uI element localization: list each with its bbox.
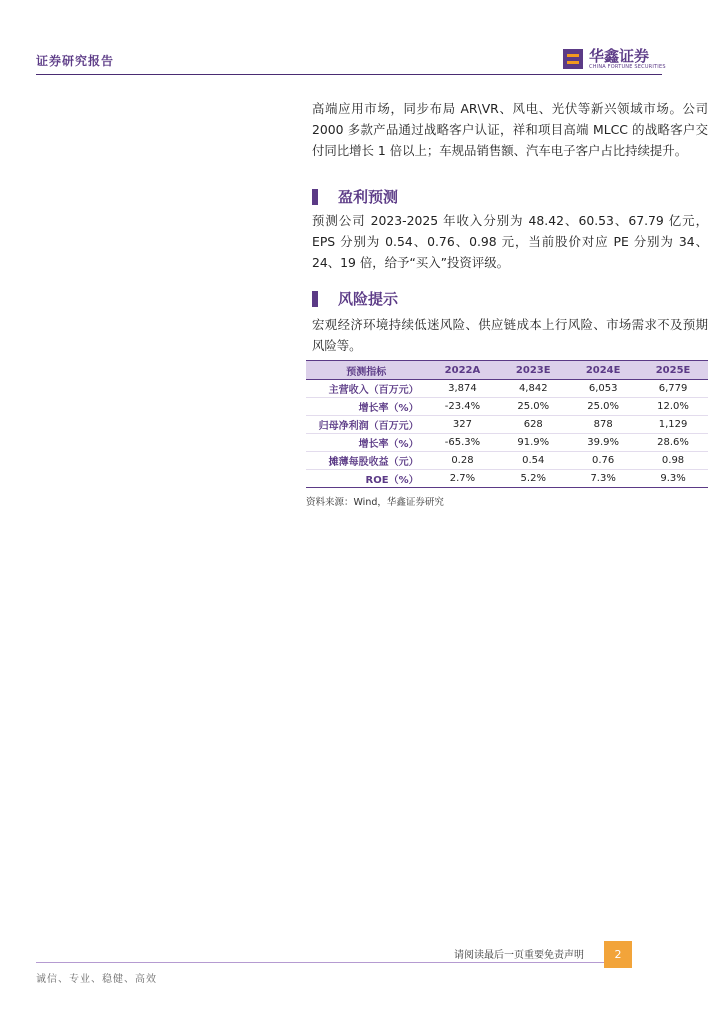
table-header-row bbox=[306, 361, 708, 380]
row-label: 增长率（%） bbox=[306, 434, 427, 452]
table-cell: -65.3% bbox=[427, 434, 499, 452]
table-row bbox=[306, 398, 708, 416]
table-cell: 6,779 bbox=[638, 380, 708, 398]
logo-name: 华鑫证券 bbox=[589, 47, 650, 65]
row-label: 归母净利润（百万元） bbox=[306, 416, 427, 434]
risk-paragraph: 宏观经济环境持续低迷风险、供应链成本上行风险、市场需求不及预期风险等。 bbox=[312, 317, 708, 353]
table-header-cell: 预测指标 bbox=[306, 361, 427, 380]
risk-heading bbox=[312, 288, 398, 309]
table-cell: 0.98 bbox=[638, 452, 708, 470]
table-cell: 25.0% bbox=[498, 398, 568, 416]
row-label: ROE（%） bbox=[306, 470, 427, 488]
table-cell: 0.76 bbox=[568, 452, 638, 470]
table-row bbox=[306, 452, 708, 470]
logo-english-name: CHINA FORTUNE SECURITIES bbox=[589, 64, 666, 70]
profit-forecast-title: 盈利预测 bbox=[338, 188, 399, 206]
table-cell: 327 bbox=[427, 416, 499, 434]
row-label: 主营收入（百万元） bbox=[306, 380, 427, 398]
row-label: 增长率（%） bbox=[306, 398, 427, 416]
table-cell: 1,129 bbox=[638, 416, 708, 434]
profit-forecast-heading bbox=[312, 186, 398, 207]
table-cell: 878 bbox=[568, 416, 638, 434]
table-cell: 0.28 bbox=[427, 452, 499, 470]
table-header-cell: 2023E bbox=[498, 361, 568, 380]
table-cell: 3,874 bbox=[427, 380, 499, 398]
table-header-cell: 2025E bbox=[638, 361, 708, 380]
profit-forecast-paragraph: 预测公司 2023-2025 年收入分别为 48.42、60.53、67.79 亿元，EPS 分别为 0.54、0.76、0.98 元，当前股价对应 PE 分别为 34、24、19 倍，给予“买入”投资评级。 bbox=[312, 213, 708, 270]
table-cell: 4,842 bbox=[498, 380, 568, 398]
table-row bbox=[306, 434, 708, 452]
table-cell: 91.9% bbox=[498, 434, 568, 452]
table-cell: -23.4% bbox=[427, 398, 499, 416]
table-cell: 6,053 bbox=[568, 380, 638, 398]
page-number: 2 bbox=[604, 941, 632, 968]
section-marker-icon bbox=[312, 291, 318, 307]
disclaimer-note: 请阅读最后一页重要免责声明 bbox=[454, 950, 584, 961]
table-cell: 39.9% bbox=[568, 434, 638, 452]
table-cell: 9.3% bbox=[638, 470, 708, 488]
table-cell: 12.0% bbox=[638, 398, 708, 416]
table-cell: 5.2% bbox=[498, 470, 568, 488]
table-cell: 0.54 bbox=[498, 452, 568, 470]
header-divider bbox=[36, 74, 662, 75]
table-row bbox=[306, 470, 708, 488]
report-type-label: 证券研究报告 bbox=[36, 54, 115, 68]
table-cell: 7.3% bbox=[568, 470, 638, 488]
table-cell: 28.6% bbox=[638, 434, 708, 452]
footer-motto: 诚信、专业、稳健、高效 bbox=[36, 974, 157, 985]
risk-title: 风险提示 bbox=[338, 290, 399, 308]
intro-paragraph: 高端应用市场，同步布局 AR\VR、风电、光伏等新兴领域市场。公司 2000 多款产品通过战略客户认证，祥和项目高端 MLCC 的战略客户交付同比增长 1 倍以上；车规品销售额、汽车电子客户占比持续提升。 bbox=[312, 101, 708, 158]
table-row bbox=[306, 380, 708, 398]
table-header-cell: 2022A bbox=[427, 361, 499, 380]
footer-divider bbox=[36, 962, 632, 963]
logo-mark-icon bbox=[563, 49, 583, 69]
section-marker-icon bbox=[312, 189, 318, 205]
table-header-cell: 2024E bbox=[568, 361, 638, 380]
table-cell: 628 bbox=[498, 416, 568, 434]
table-source: 资料来源：Wind，华鑫证券研究 bbox=[306, 497, 444, 508]
table-cell: 25.0% bbox=[568, 398, 638, 416]
table-cell: 2.7% bbox=[427, 470, 499, 488]
brand-logo bbox=[563, 48, 666, 70]
table-row bbox=[306, 416, 708, 434]
row-label: 摊薄每股收益（元） bbox=[306, 452, 427, 470]
forecast-table bbox=[306, 360, 708, 488]
